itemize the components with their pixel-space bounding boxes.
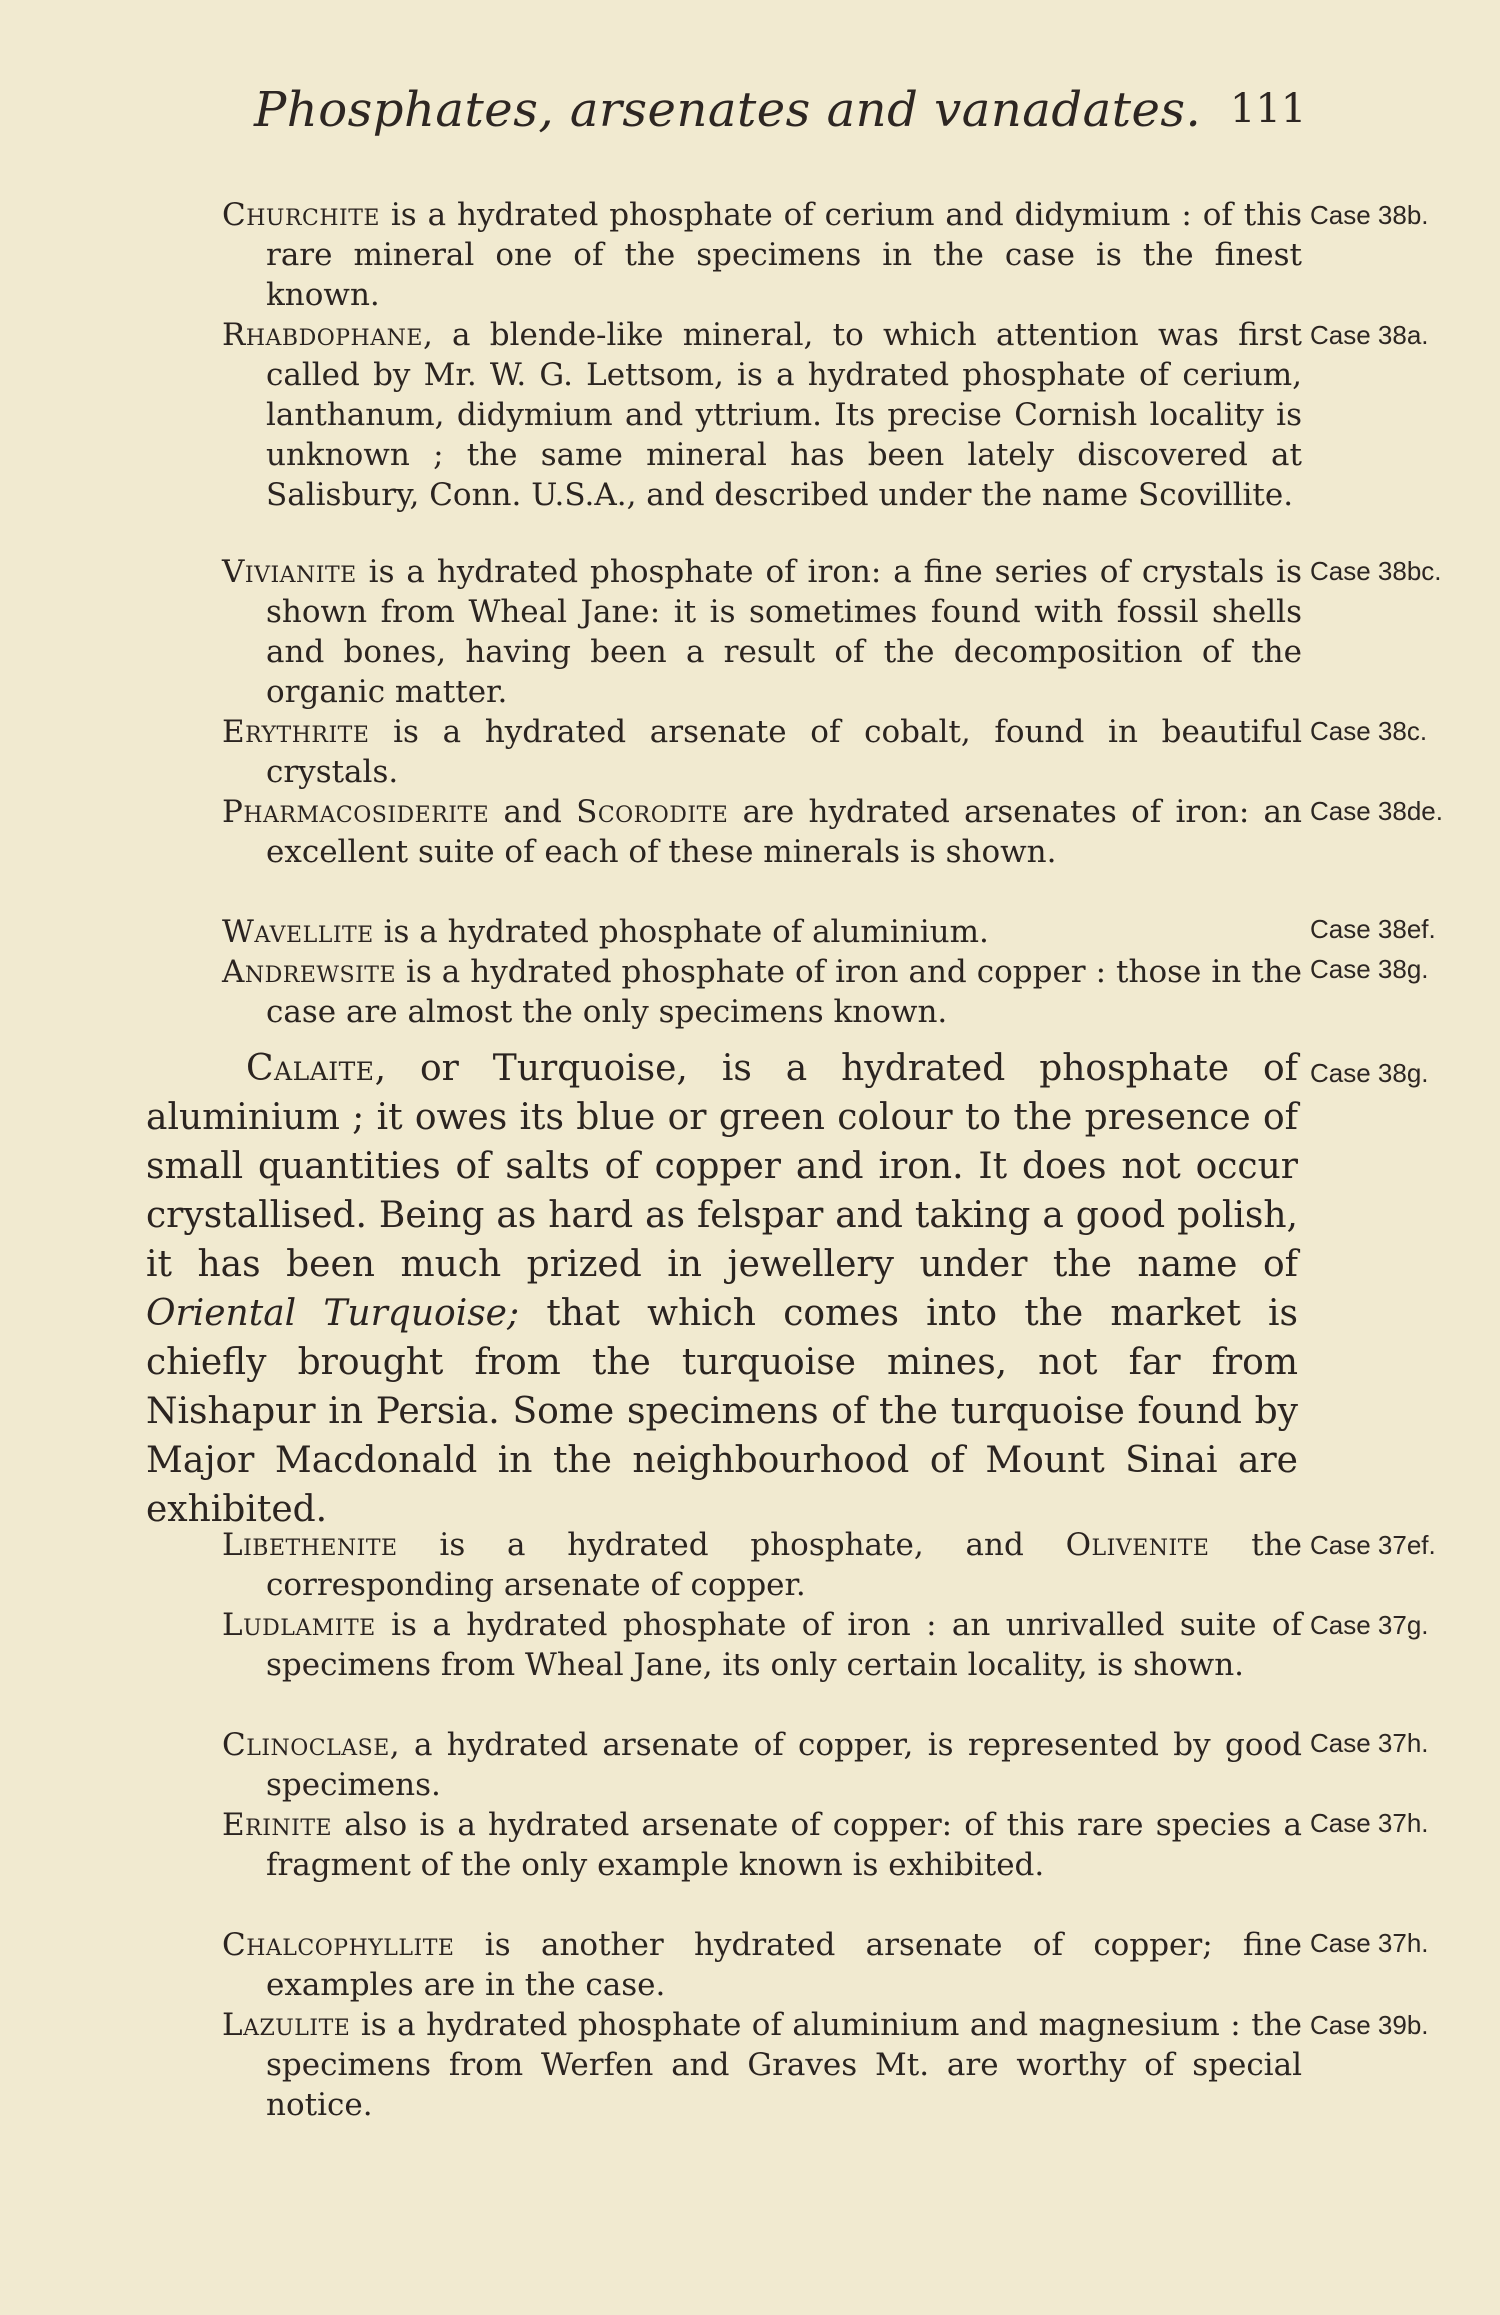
page-number: 111 [1230, 86, 1307, 132]
case-ref: Case 37h. [1310, 1728, 1429, 1758]
case-ref: Case 38a. [1310, 320, 1429, 350]
running-header [250, 82, 1307, 152]
entry-vivianite [222, 552, 1302, 712]
entry-text: , a blende-like mineral, to which attention was first called by Mr. W. G. Lettsom, is a hydrated phosphate of cerium, lanthanum, didymium and yttrium. Its precise Cornish locality is unknown ; the same mineral has been lately discovered at Salisbury, Conn. U.S.A., and described under the name Scovillite. [266, 317, 1302, 513]
case-ref: Case 38b. [1310, 200, 1429, 230]
mineral-name: Andrewsite [222, 954, 397, 990]
case-ref: Case 38bc. [1310, 556, 1442, 586]
mineral-name: Vivianite [222, 554, 357, 590]
case-ref: Case 38de. [1310, 796, 1443, 826]
entry-ludlamite [222, 1605, 1302, 1685]
mineral-name: Ludlamite [222, 1607, 376, 1643]
entry-libethenite [222, 1525, 1302, 1605]
header-title: Phosphates, arsenates and vanadates. [254, 82, 1202, 138]
entry-clinoclase [222, 1725, 1302, 1805]
entry-text: is a hydrated phosphate of iron: a fine series of crystals is shown from Wheal Jane: it is sometimes found with fossil shells and bones, having been a result of the decomposition of the organic matter. [266, 554, 1302, 710]
entry-pharmacosiderite [222, 792, 1302, 872]
mineral-name: Churchite [222, 197, 380, 233]
paragraph-text: , or Turquoise, is a hydrated phosphate of aluminium ; it owes its blue or green colour to the presence of small quantities of salts of copper and iron. It does not occur crystallised. Being as hard as felspar and taking a good polish, it has been much prized in jewellery under the name of [146, 1048, 1298, 1285]
mineral-name: Libethenite [222, 1527, 398, 1563]
mineral-name: Wavellite [222, 914, 374, 950]
case-ref: Case 37h. [1310, 1808, 1429, 1838]
case-ref: Case 38c. [1310, 716, 1428, 746]
entry-text: is a hydrated phosphate of aluminium. [373, 914, 989, 950]
entry-andrewsite [222, 952, 1302, 1032]
entry-rhabdophane [222, 315, 1302, 515]
entry-text: is another hydrated arsenate of copper; fine examples are in the case. [266, 1927, 1302, 2003]
entry-text: is a hydrated phosphate of iron and copper : those in the case are almost the only specimens known. [266, 954, 1302, 1030]
mineral-name: Rhabdophane [222, 317, 423, 353]
mineral-name: Lazulite [222, 2007, 351, 2043]
entry-text: is a hydrated phosphate of iron : an unrivalled suite of specimens from Wheal Jane, its only certain locality, is shown. [266, 1607, 1302, 1683]
case-ref: Case 38g. [1310, 954, 1429, 984]
entry-text: is a hydrated arsenate of cobalt, found in beautiful crystals. [266, 714, 1302, 790]
italic-term: Oriental Turquoise; [146, 1293, 520, 1334]
mineral-name: Pharmacosiderite [222, 794, 490, 830]
entry-text: are hydrated arsenates of iron: an excellent suite of each of these minerals is shown. [266, 794, 1303, 870]
entry-text: is a hydrated phosphate of cerium and didymium : of this rare mineral one of the specimens in the case is the finest known. [266, 197, 1302, 313]
entry-erinite [222, 1805, 1302, 1885]
mineral-name-2: Olivenite [1065, 1527, 1210, 1563]
mineral-name-2: Scorodite [576, 794, 729, 830]
paragraph-text: that which comes into the market is chiefly brought from the turquoise mines, not far from Nishapur in Persia. Some specimens of the turquoise found by Major Macdonald in the neighbourhood of Mount Sinai are exhibited. [146, 1293, 1298, 1530]
entry-erythrite [222, 712, 1302, 792]
entry-wavellite [222, 912, 1302, 952]
mineral-name: Chalcophyllite [222, 1927, 455, 1963]
mineral-name: Calaite [246, 1048, 375, 1089]
entry-lazulite [222, 2005, 1302, 2125]
case-ref: Case 39b. [1310, 2010, 1429, 2040]
calaite-paragraph [146, 1044, 1298, 1534]
mineral-name: Erythrite [222, 714, 370, 750]
entry-text: , a hydrated arsenate of copper, is represented by good specimens. [266, 1727, 1302, 1803]
case-ref: Case 37g. [1310, 1610, 1429, 1640]
entry-text: is a hydrated phosphate of aluminium and magnesium : the specimens from Werfen and Graves Mt. are worthy of special notice. [266, 2007, 1302, 2123]
entry-text: and [489, 794, 577, 830]
entry-text: is a hydrated phosphate, and [397, 1527, 1066, 1563]
entry-chalcophyllite [222, 1925, 1302, 2005]
case-ref: Case 37h. [1310, 1928, 1429, 1958]
mineral-name: Erinite [222, 1807, 333, 1843]
entry-churchite [222, 195, 1302, 315]
case-ref: Case 37ef. [1310, 1530, 1436, 1560]
case-ref: Case 38ef. [1310, 914, 1436, 944]
case-ref: Case 38g. [1310, 1058, 1429, 1088]
mineral-name: Clinoclase [222, 1727, 390, 1763]
entry-text: also is a hydrated arsenate of copper: of this rare species a fragment of the only example known is exhibited. [266, 1807, 1302, 1883]
entry-text: the corresponding arsenate of copper. [266, 1527, 1303, 1603]
